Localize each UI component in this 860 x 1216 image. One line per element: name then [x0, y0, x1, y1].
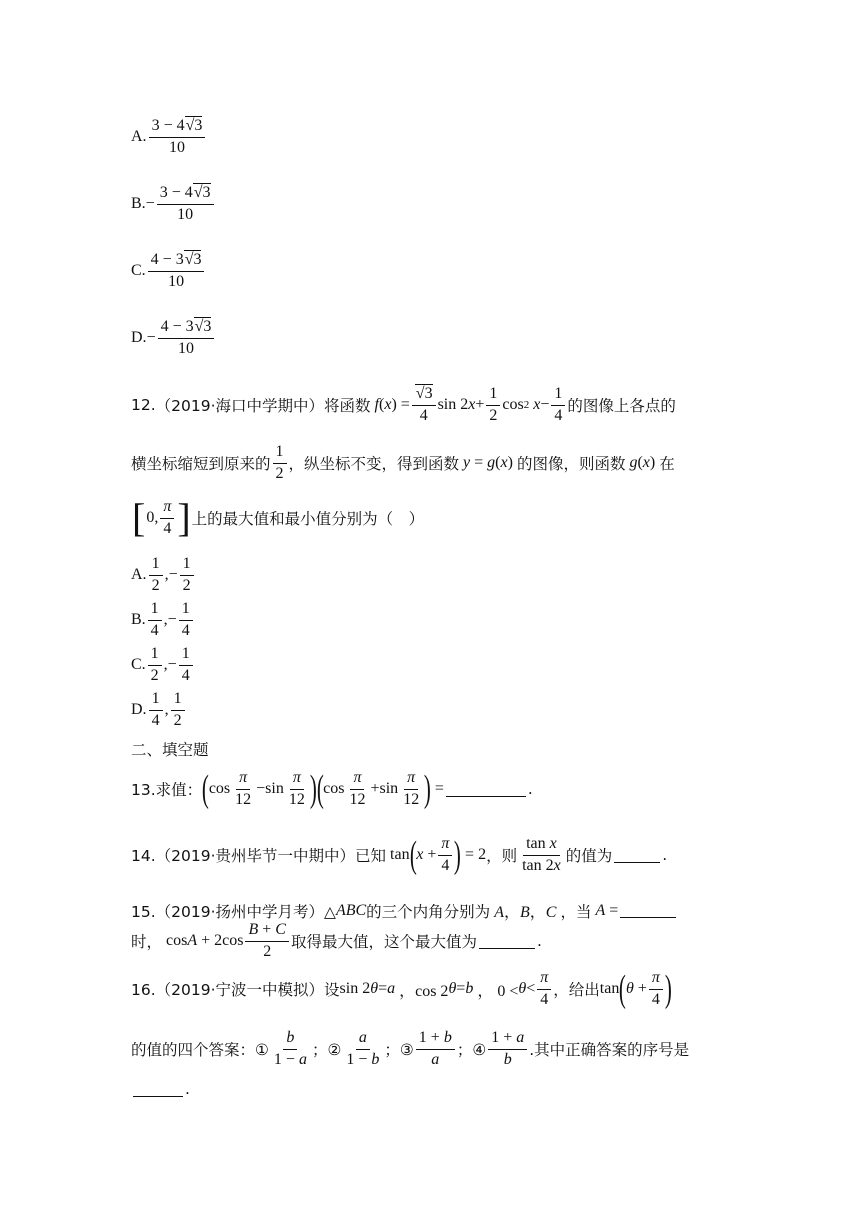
q16-line-2: 的值的四个答案：① $\frac{b}{1 - a}$ ；② $\frac{a}{1 - b}$ ；③ $\frac{1 + b}{a}$ ；④ $\frac{1 + a}{b}$ .其中正确答案的序号是 — [131, 1029, 690, 1068]
q12-line-1: 12. （2019·海口中学期中） 将函数 f ( x ) = $\frac{√3}{4}$ sin 2 x + $\frac{1}{2}$ cos 2 x − $\frac{1}{4}$ 的图像上各点的 — [131, 385, 676, 424]
answer-blank[interactable] — [479, 934, 535, 949]
section-title: 二、填空题 — [131, 741, 209, 759]
q12-option-a: A. $\frac{1}{2}$ ,− $\frac{1}{2}$ — [131, 556, 196, 595]
q16-line-1: 16.（2019·宁波一中模拟）设 sin 2 θ = a ，cos 2 θ = b ， 0 < θ < $\frac{\pi}{4}$ ，给出 tan ( θ + $\frac{\pi}{4}$ ) — [131, 968, 672, 1011]
option-label: D. — [131, 329, 147, 347]
q14: 14.（2019·贵州毕节一中期中）已知 tan ( x + $\frac{\pi}{4}$ ) = 2 ，则 $\frac{\text{tan x}}{\tan 2x}$ 的值为 . — [131, 834, 668, 877]
answer-blank[interactable] — [446, 782, 526, 797]
q12-line-3: [ 0, $\frac{\pi}{4}$ ] 上的最大值和最小值分别为（ ） — [132, 495, 425, 540]
q12-line-2: 横坐标缩短到原来的 $\frac{1}{2}$ ，纵坐标不变，得到函数 y = g(x) 的图像，则函数 g(x) 在 — [131, 443, 675, 482]
option-label: A. — [131, 128, 147, 146]
fraction: $\frac{4 - 3√3}{10}$ — [158, 319, 215, 358]
q15-line-1: 15.（2019·扬州中学月考）△ ABC 的三个内角分别为 A，B，C ，当 A = — [131, 899, 678, 922]
q13: 13.求值： ( cos $\frac{\pi}{12}$ −sin $\frac{\pi}{12}$ ) ( cos $\frac{\pi}{12}$ +sin $\frac{\pi}{12}$ ) = . — [131, 768, 533, 811]
function-f: f ( x ) = $\frac{√3}{4}$ sin 2 x + $\frac{1}{2}$ cos 2 x − $\frac{1}{4}$ — [371, 386, 568, 425]
fraction: $\frac{3 - 4√3}{10}$ — [149, 118, 206, 157]
answer-blank[interactable] — [133, 1082, 183, 1097]
q11-option-a — [131, 118, 207, 157]
q11-option-b: B. − $\frac{3 - 4√3}{10}$ — [131, 185, 216, 224]
q11-option-d: D. − $\frac{4 - 3√3}{10}$ — [131, 319, 216, 358]
fraction: $\frac{3 - 4√3}{10}$ — [157, 185, 214, 224]
q12-option-d: D. $\frac{1}{4}$ , $\frac{1}{2}$ — [131, 691, 187, 730]
q12-option-b: B. $\frac{1}{4}$ ,− $\frac{1}{4}$ — [131, 601, 195, 640]
answer-blank[interactable] — [614, 848, 660, 863]
option-label: C. — [131, 262, 146, 280]
q11-option-c — [131, 252, 206, 291]
option-label: B. — [131, 195, 146, 213]
q12-option-c: C. $\frac{1}{2}$ ,− $\frac{1}{4}$ — [131, 646, 195, 685]
answer-blank[interactable] — [620, 903, 676, 918]
fraction: $\frac{4 - 3√3}{10}$ — [148, 252, 205, 291]
q16-line-3: . — [131, 1080, 190, 1098]
q15-line-2: 时， cos A + 2cos $\frac{B + C}{2}$ 取得最大值，这个最大值为 . — [131, 921, 542, 960]
